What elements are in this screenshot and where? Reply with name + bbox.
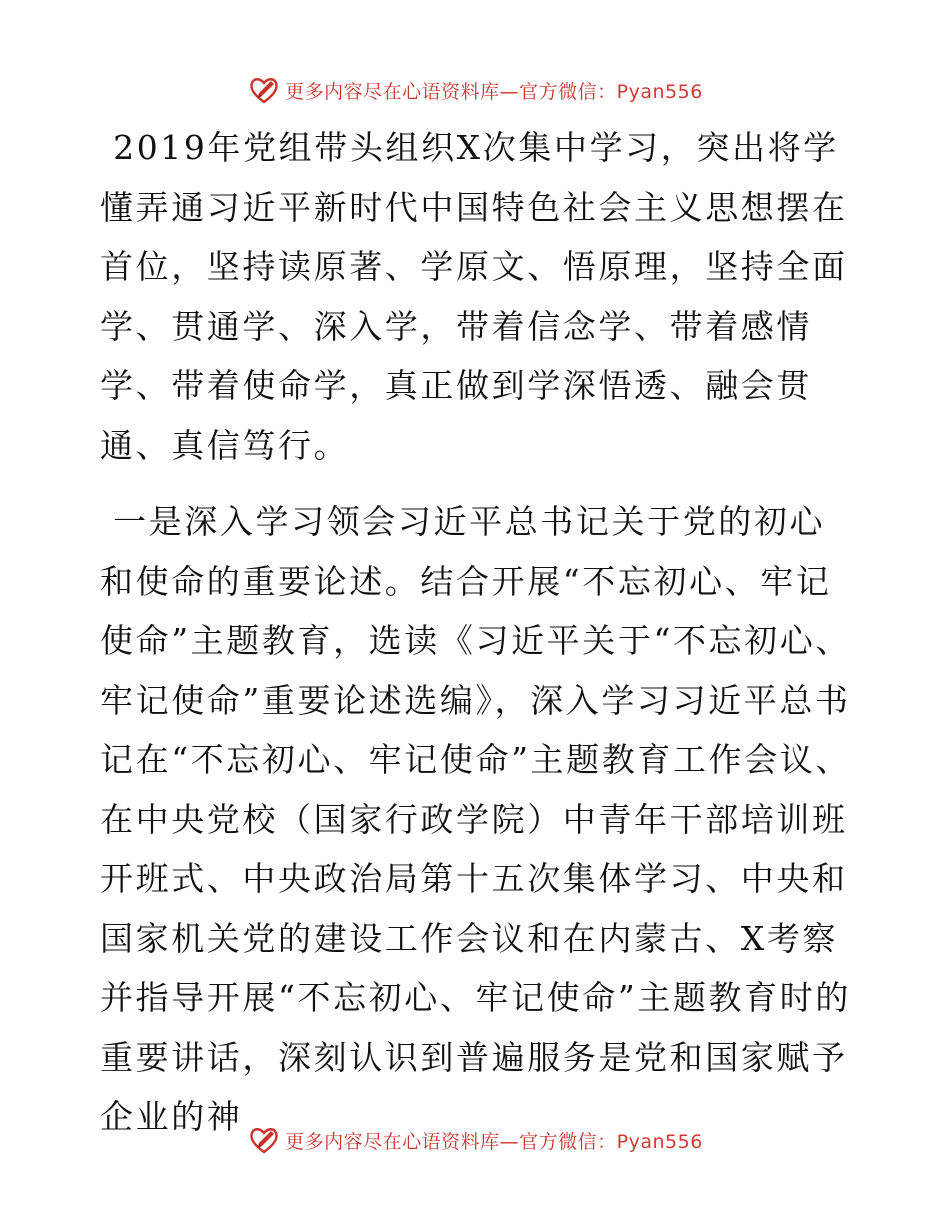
paragraph-1: 2019年党组带头组织X次集中学习，突出将学懂弄通习近平新时代中国特色社会主义思想摆在首位，坚持读原著、学原文、悟原理，坚持全面学、贯通学、深入学，带着信念学、带着感情学、带着使命学，真正做到学深悟透、融会贯通、真信笃行。 [100,128,848,465]
paragraph-2: 一是深入学习领会习近平总书记关于党的初心和使命的重要论述。结合开展“不忘初心、牢记使命”主题教育，选读《习近平关于“不忘初心、牢记使命”重要论述选编》，深入学习习近平总书记在“不忘初心、牢记使命”主题教育工作会议、在中央党校（国家行政学院）中青年干部培训班开班式、中央政治局第十五次集体学习、中央和国家机关党的建设工作会议和在内蒙古、X考察并指导开展“不忘初心、牢记使命”主题教育时的重要讲话，深刻认识到普遍服务是党和国家赋予企业的神 [100,502,851,1136]
document-body [100,118,860,1147]
heart-pen-logo-icon [247,73,281,107]
header-watermark [0,70,950,110]
heart-pen-logo-icon [247,1123,281,1157]
watermark-text: 更多内容尽在心语资料库—官方微信：Pyan556 [285,1130,703,1153]
footer-watermark [0,1120,950,1160]
watermark-text: 更多内容尽在心语资料库—官方微信：Pyan556 [285,80,703,103]
